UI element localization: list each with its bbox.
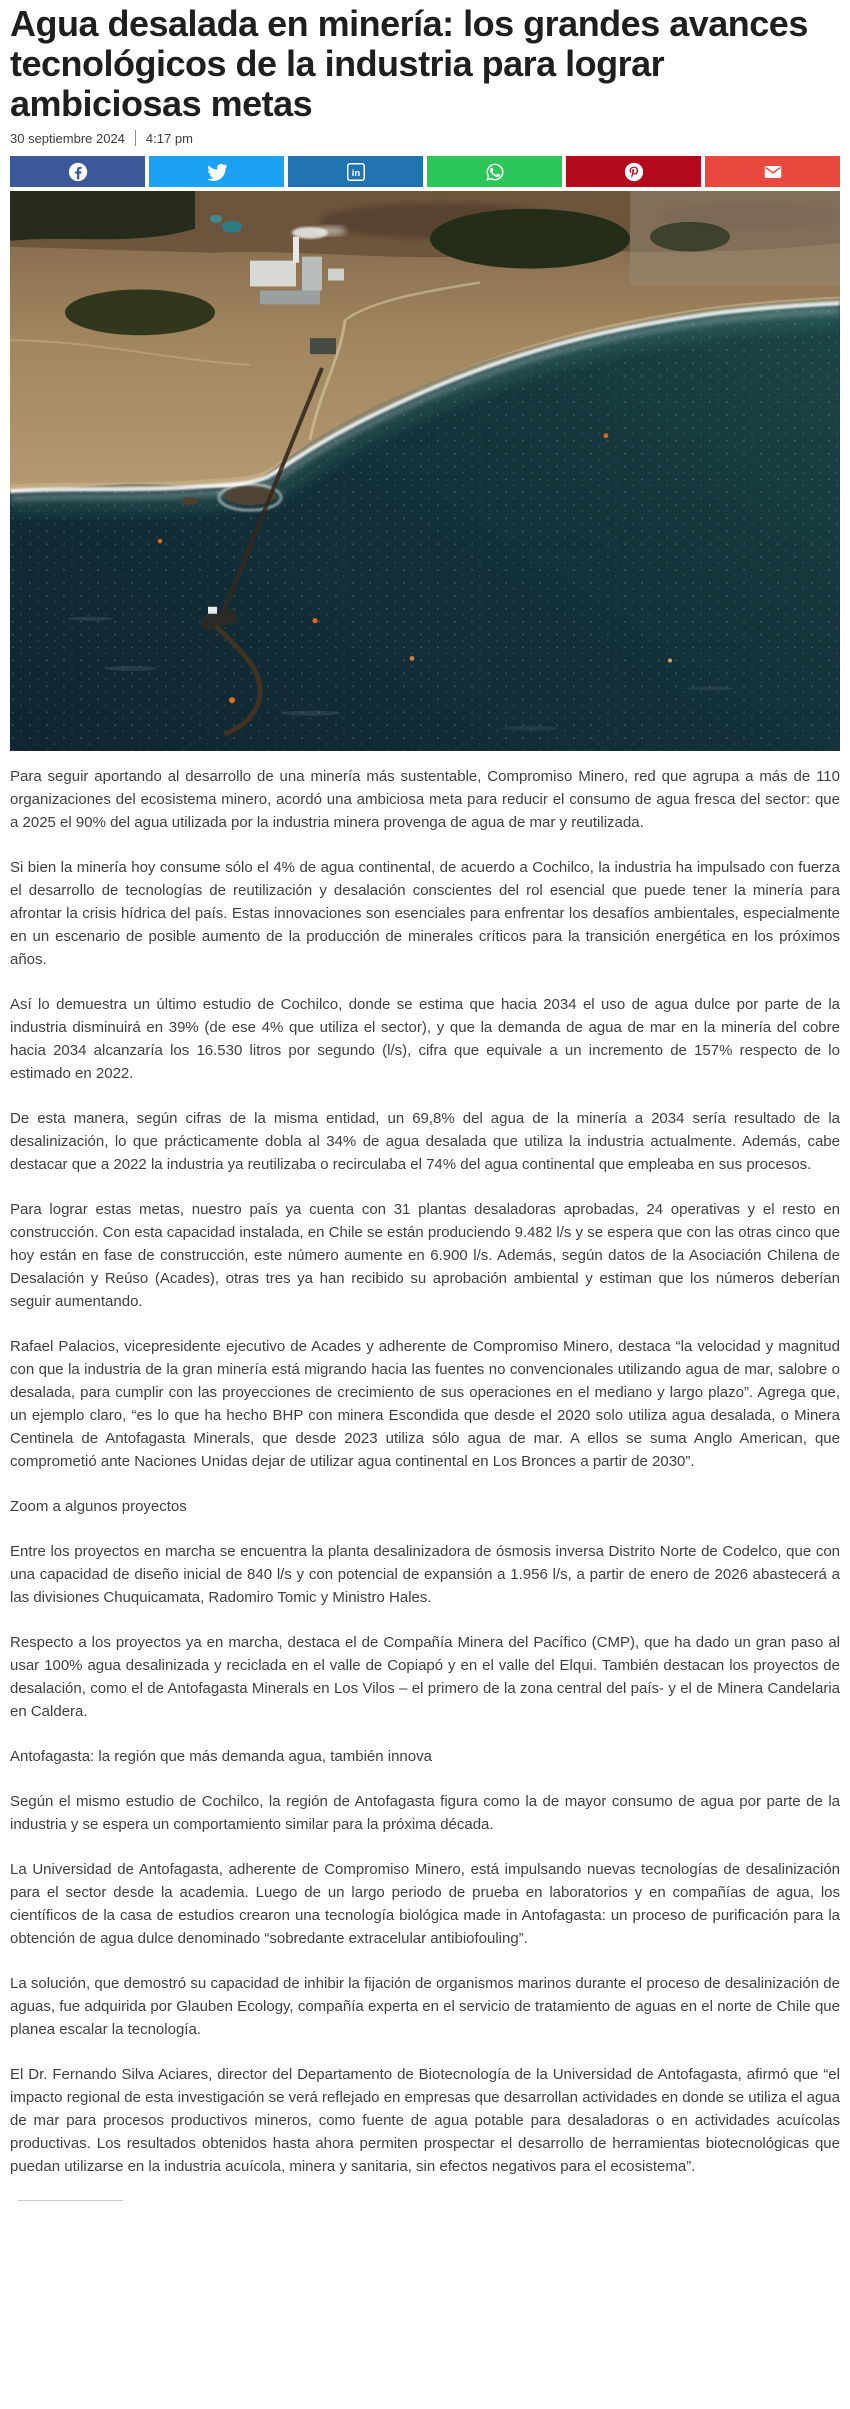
meta-divider xyxy=(135,130,136,146)
share-linkedin-button[interactable] xyxy=(288,156,423,187)
article-body xyxy=(10,765,840,2178)
article-paragraph: Entre los proyectos en marcha se encuentra la planta desalinizadora de ósmosis inversa Distrito Norte de Codelco, que con una capacidad de diseño inicial de 840 l/s y con potencial de expansión a 1.956 l/s, a partir de enero de 2026 abastecerá a las divisiones Chuquicamata, Radomiro Tomic y Ministro Hales. xyxy=(10,1543,840,1606)
article-paragraph: De esta manera, según cifras de la misma entidad, un 69,8% del agua de la minería a 2034 sería resultado de la desalinización, lo que prácticamente dobla al 34% de agua desalada que utiliza la industria actualmente. Además, cabe destacar que a 2022 la industria ya reutilizaba o recirculaba el 74% del agua continental que empleaba en sus procesos. xyxy=(10,1110,840,1173)
article-paragraph: Zoom a algunos proyectos xyxy=(10,1498,187,1515)
article-paragraph: Para lograr estas metas, nuestro país ya cuenta con 31 plantas desaladoras aprobadas, 24 operativas y el resto en construcción. Con esta capacidad instalada, en Chile se están produciendo 9.482 l/s y se espera que con las otras cinco que hoy están en fase de construcción, este número aumente en 6.900 l/s. Además, según datos de la Asociación Chilena de Desalación y Reúso (Acades), otras tres ya han recibido su aprobación ambiental y estiman que los números deberían seguir aumentando. xyxy=(10,1201,840,1310)
share-twitter-button[interactable] xyxy=(149,156,284,187)
article-paragraph: Respecto a los proyectos ya en marcha, destaca el de Compañía Minera del Pacífico (CMP), que ha dado un gran paso al usar 100% agua desalinizada y reciclada en el valle de Copiapó y en el valle del Elqui. También destacan los proyectos de desalación, como el de Antofagasta Minerals en Los Vilos – el primero de la zona central del país- y el de Minera Candelaria en Caldera. xyxy=(10,1634,840,1720)
email-icon xyxy=(761,161,785,183)
article-paragraph: Para seguir aportando al desarrollo de una minería más sustentable, Compromiso Minero, red que agrupa a más de 110 organizaciones del ecosistema minero, acordó una ambiciosa meta para reducir el consumo de agua fresca del sector: que a 2025 el 90% del agua utilizada por la industria minera provenga de agua de mar y reutilizada. xyxy=(10,768,840,831)
linkedin-icon xyxy=(345,161,367,183)
share-facebook-button[interactable] xyxy=(10,156,145,187)
svg-text:in: in xyxy=(351,167,360,179)
share-buttons-row xyxy=(10,156,840,187)
article-paragraph: Según el mismo estudio de Cochilco, la región de Antofagasta figura como la de mayor consumo de agua por parte de la industria y se espera un comportamiento similar para la próxima década. xyxy=(10,1793,840,1833)
article-paragraph: Si bien la minería hoy consume sólo el 4% de agua continental, de acuerdo a Cochilco, la industria ha impulsado con fuerza el desarrollo de tecnologías de reutilización y desalación conscientes del rol esencial que puede tener la minería para afrontar la crisis hídrica del país. Estas innovaciones son esenciales para enfrentar los desafíos ambientales, especialmente en un escenario de posible aumento de la producción de minerales críticos para la transición energética en los próximos años. xyxy=(10,859,840,968)
share-email-button[interactable] xyxy=(705,156,840,187)
hero-image xyxy=(10,191,840,751)
article-paragraph: Así lo demuestra un último estudio de Cochilco, donde se estima que hacia 2034 el uso de agua dulce por parte de la industria disminuirá en 39% (de ese 4% que utiliza el sector), y que la demanda de agua de mar en la minería del cobre hacia 2034 alcanzaría los 16.530 litros por segundo (l/s), cifra que equivale a un incremento de 157% respecto de lo estimado en 2022. xyxy=(10,996,840,1082)
pinterest-icon xyxy=(623,161,645,183)
article-title: Agua desalada en minería: los grandes avances tecnológicos de la industria para lograr ambiciosas metas xyxy=(10,3,808,124)
article-time: 4:17 pm xyxy=(145,130,193,146)
article-paragraph: La solución, que demostró su capacidad de inhibir la fijación de organismos marinos durante el proceso de desalinización de aguas, fue adquirida por Glauben Ecology, compañía experta en el servicio de tratamiento de aguas en el norte de Chile que planea escalar la tecnología. xyxy=(10,1975,840,2038)
bottom-divider xyxy=(18,2200,123,2201)
article-paragraph: Rafael Palacios, vicepresidente ejecutivo de Acades y adherente de Compromiso Minero, destaca “la velocidad y magnitud con que la industria de la gran minería está migrando hacia las fuentes no convencionales utilizando agua de mar, salobre o desalada, para cumplir con las proyecciones de crecimiento de sus operaciones en el mediano y largo plazo”. Agrega que, un ejemplo claro, “es lo que ha hecho BHP con minera Escondida que desde el 2020 solo utiliza agua desalada, o Minera Centinela de Antofagasta Minerals, que desde 2023 utiliza sólo agua de mar. A ellos se suma Anglo American, que comprometió ante Naciones Unidas dejar de utilizar agua continental en Los Bronces a partir de 2030”. xyxy=(10,1338,840,1470)
article-paragraph: Antofagasta: la región que más demanda agua, también innova xyxy=(10,1748,432,1765)
facebook-icon xyxy=(67,161,89,183)
aerial-coast-photo xyxy=(10,191,840,751)
article-date: 30 septiembre 2024 xyxy=(10,130,125,146)
article-paragraph: El Dr. Fernando Silva Aciares, director del Departamento de Biotecnología de la Universidad de Antofagasta, afirmó que “el impacto regional de esta investigación se verá reflejado en empresas que desarrollan actividades en donde se utiliza el agua de mar para procesos productivos mineros, como fuente de agua potable para desaladoras o en actividades acuícolas productivas. Los resultados obtenidos hasta ahora permiten prospectar el desarrollo de herramientas biotecnológicas que puedan utilizarse en la industria acuícola, minera y sanitaria, sin efectos negativos para el ecosistema”. xyxy=(10,2066,840,2175)
twitter-icon xyxy=(206,161,228,183)
whatsapp-icon xyxy=(484,161,506,183)
share-whatsapp-button[interactable] xyxy=(427,156,562,187)
share-pinterest-button[interactable] xyxy=(566,156,701,187)
article-meta xyxy=(10,130,840,146)
article-paragraph: La Universidad de Antofagasta, adherente de Compromiso Minero, está impulsando nuevas tecnologías de desalinización para el sector desde la academia. Luego de un largo periodo de prueba en laboratorios y en compañías de agua, los científicos de la casa de estudios crearon una tecnología biológica made in Antofagasta: un proceso de purificación para la obtención de agua dulce denominado “sobredante extracelular antibiofouling”. xyxy=(10,1861,840,1947)
